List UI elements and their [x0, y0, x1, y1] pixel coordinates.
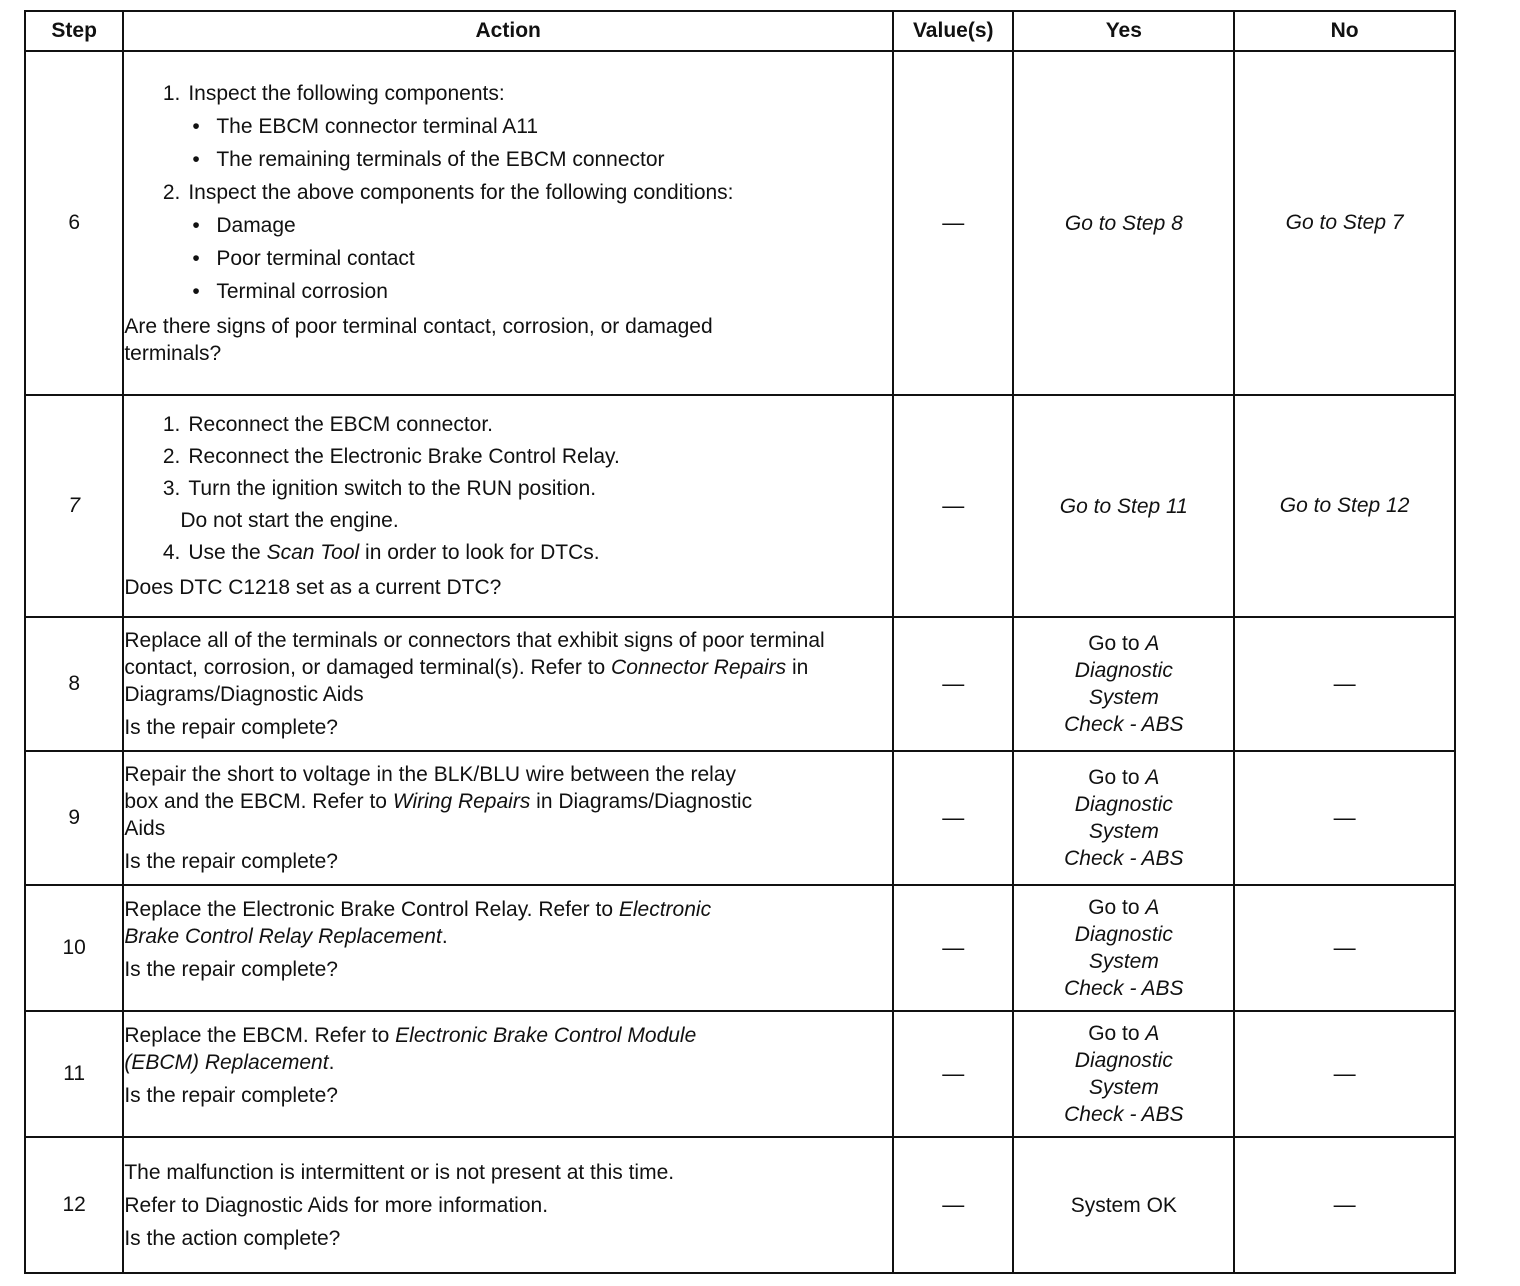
header-yes: Yes — [1013, 11, 1234, 51]
yes-result: Go to A Diagnostic System Check - ABS — [1013, 617, 1234, 751]
value-dash: — — [893, 51, 1013, 395]
action-text: The malfunction is intermittent or is not present at this time. — [124, 1160, 675, 1184]
question-text: Is the repair complete? — [124, 850, 338, 873]
header-step: Step — [25, 11, 123, 51]
action-text: Replace all of the terminals or connectors that exhibit signs of poor terminal contact, corrosion, or damaged terminal(s). Refer to Connector Repairs in Diagrams/Diagnostic Aids — [124, 629, 825, 706]
yes-result: Go to Step 8 — [1013, 51, 1234, 395]
value-dash: — — [893, 751, 1013, 885]
question-text: Are there signs of poor terminal contact, corrosion, or damaged terminals? — [124, 314, 713, 365]
table-row — [25, 395, 1455, 617]
action-cell — [123, 1137, 893, 1273]
table-row — [25, 1137, 1455, 1273]
question-text: Is the repair complete? — [124, 716, 338, 739]
question-text: Does DTC C1218 set as a current DTC? — [124, 576, 502, 599]
value-dash: — — [893, 617, 1013, 751]
list-item: 1. Reconnect the EBCM connector. — [162, 413, 494, 436]
action-cell — [123, 1011, 893, 1137]
action-cell — [123, 885, 893, 1011]
header-row — [25, 11, 1455, 51]
step-number: 9 — [25, 751, 123, 885]
list-subtext: Do not start the engine. — [180, 509, 399, 532]
value-dash: — — [893, 1011, 1013, 1137]
step-number: 10 — [25, 885, 123, 1011]
yes-result: Go to Step 11 — [1013, 395, 1234, 617]
value-dash: — — [893, 395, 1013, 617]
bullet-item: • The remaining terminals of the EBCM connector — [192, 147, 665, 171]
step-number: 8 — [25, 617, 123, 751]
header-values: Value(s) — [893, 11, 1013, 51]
step-number: 7 — [25, 395, 123, 617]
step-number: 12 — [25, 1137, 123, 1273]
list-item: 2. Inspect the above components for the following conditions: — [162, 180, 734, 204]
no-result: — — [1234, 1137, 1455, 1273]
action-cell — [123, 51, 893, 395]
no-result: — — [1234, 1011, 1455, 1137]
bullet-item: • The EBCM connector terminal A11 — [192, 114, 539, 138]
list-item: 3. Turn the ignition switch to the RUN position. — [162, 477, 597, 500]
step-number: 11 — [25, 1011, 123, 1137]
question-text: Is the repair complete? — [124, 1084, 338, 1107]
action-text: Repair the short to voltage in the BLK/BLU wire between the relay box and the EBCM. Refer to Wiring Repairs in Diagrams/Diagnostic Aids — [124, 763, 753, 840]
table-row — [25, 617, 1455, 751]
no-result: Go to Step 7 — [1234, 51, 1455, 395]
value-dash: — — [893, 1137, 1013, 1273]
table-row — [25, 751, 1455, 885]
no-result: — — [1234, 617, 1455, 751]
action-cell — [123, 617, 893, 751]
question-text: Is the action complete? — [124, 1226, 341, 1250]
table-row — [25, 885, 1455, 1011]
action-cell — [123, 751, 893, 885]
no-result: — — [1234, 751, 1455, 885]
no-result: Go to Step 12 — [1234, 395, 1455, 617]
diagnostic-table — [24, 10, 1456, 1274]
list-item: 4. Use the Scan Tool in order to look for DTCs. — [162, 541, 600, 564]
value-dash: — — [893, 885, 1013, 1011]
list-item: 1. Inspect the following components: — [162, 81, 505, 105]
table-row — [25, 51, 1455, 395]
yes-result: Go to A Diagnostic System Check - ABS — [1013, 751, 1234, 885]
question-text: Is the repair complete? — [124, 958, 338, 981]
action-text: Replace the Electronic Brake Control Relay. Refer to Electronic Brake Control Relay Replacement. — [124, 898, 712, 948]
step-number: 6 — [25, 51, 123, 395]
bullet-item: • Terminal corrosion — [192, 279, 388, 303]
no-result: — — [1234, 885, 1455, 1011]
yes-result: Go to A Diagnostic System Check - ABS — [1013, 1011, 1234, 1137]
header-action: Action — [123, 11, 893, 51]
bullet-item: • Damage — [192, 213, 296, 237]
action-text: Replace the EBCM. Refer to Electronic Brake Control Module (EBCM) Replacement. — [124, 1024, 697, 1074]
header-no: No — [1234, 11, 1455, 51]
list-item: 2. Reconnect the Electronic Brake Control Relay. — [162, 445, 620, 468]
action-cell — [123, 395, 893, 617]
table-row — [25, 1011, 1455, 1137]
bullet-item: • Poor terminal contact — [192, 246, 415, 270]
yes-result: Go to A Diagnostic System Check - ABS — [1013, 885, 1234, 1011]
action-text: Refer to Diagnostic Aids for more information. — [124, 1193, 549, 1217]
yes-result: System OK — [1013, 1137, 1234, 1273]
